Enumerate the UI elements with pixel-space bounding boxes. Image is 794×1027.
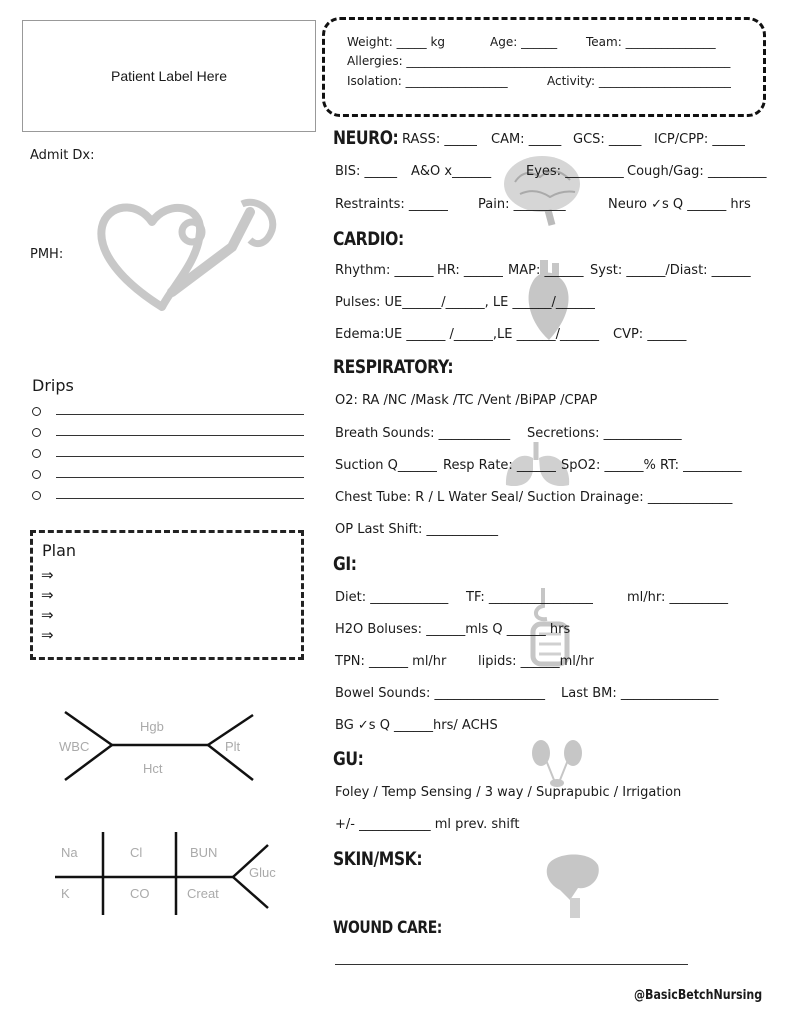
weight-field[interactable]: Weight: _____ kg <box>347 35 446 49</box>
isolation-field[interactable]: Isolation: _________________ <box>347 74 508 88</box>
tpn-field[interactable]: TPN: ______ ml/hr <box>335 654 447 669</box>
cl-label: Cl <box>130 845 143 860</box>
plan-title: Plan <box>42 541 77 560</box>
icp-cpp-field[interactable]: ICP/CPP: _____ <box>654 132 745 147</box>
op-last-shift-field[interactable]: OP Last Shift: ___________ <box>335 522 498 537</box>
plt-label: Plt <box>225 739 241 754</box>
h2o-boluses-field[interactable]: H2O Boluses: ______mls Q ______ hrs <box>335 622 571 637</box>
resp-rate-field[interactable]: Resp Rate: ______ <box>443 458 556 473</box>
spo2-rt-field[interactable]: SpO2: ______% RT: _________ <box>561 458 742 473</box>
bowel-sounds-field[interactable]: Bowel Sounds: _________________ <box>335 686 545 701</box>
diet-field[interactable]: Diet: ____________ <box>335 590 449 605</box>
bis-field[interactable]: BIS: _____ <box>335 164 398 179</box>
plan-arrow-icon: ⇒ <box>41 566 54 584</box>
bg-checks-field[interactable]: BG ✓s Q ______hrs/ ACHS <box>335 718 498 733</box>
kidneys-icon <box>528 738 588 788</box>
edema-field[interactable]: Edema:UE ______ /______,LE ______/______ <box>335 327 599 342</box>
cam-field[interactable]: CAM: _____ <box>491 132 562 147</box>
k-label: K <box>61 886 70 901</box>
na-label: Na <box>61 845 78 860</box>
activity-field[interactable]: Activity: ______________________ <box>547 74 731 88</box>
wound-care-line[interactable] <box>335 964 688 965</box>
credit-watermark: @BasicBetchNursing <box>634 988 763 1003</box>
hct-label: Hct <box>143 761 163 776</box>
pain-field[interactable]: Pain: ________ <box>478 197 566 212</box>
neuro-checks-field[interactable]: Neuro ✓s Q ______ hrs <box>608 197 751 212</box>
plan-arrow-icon: ⇒ <box>41 606 54 624</box>
lipids-field[interactable]: lipids: ______ml/hr <box>478 654 594 669</box>
plan-arrow-icon: ⇒ <box>41 626 54 644</box>
prev-shift-output-field[interactable]: +/- ___________ ml prev. shift <box>335 817 520 832</box>
restraints-field[interactable]: Restraints: ______ <box>335 197 448 212</box>
skull-spine-icon <box>540 850 605 920</box>
syst-diast-field[interactable]: Syst: ______/Diast: ______ <box>590 263 751 278</box>
hr-field[interactable]: HR: ______ <box>437 263 503 278</box>
wbc-label: WBC <box>59 739 90 754</box>
bun-label: BUN <box>190 845 218 860</box>
hgb-label: Hgb <box>140 719 164 734</box>
co-label: CO <box>130 886 150 901</box>
cvp-field[interactable]: CVP: ______ <box>613 327 687 342</box>
chest-tube-field[interactable]: Chest Tube: R / L Water Seal/ Suction Drainage: _____________ <box>335 490 733 505</box>
wound-care-section-title: WOUND CARE: <box>333 918 442 938</box>
suction-field[interactable]: Suction Q______ <box>335 458 437 473</box>
admit-dx-label: Admit Dx: <box>30 148 95 163</box>
pmh-label: PMH: <box>30 247 64 262</box>
plan-arrow-icon: ⇒ <box>41 586 54 604</box>
skin-msk-section-title: SKIN/MSK: <box>333 848 423 870</box>
age-field[interactable]: Age: ______ <box>490 35 558 49</box>
allergies-field[interactable]: Allergies: ______________________________________________________ <box>347 54 731 68</box>
o2-delivery-options[interactable]: O2: RA /NC /Mask /TC /Vent /BiPAP /CPAP <box>335 393 598 408</box>
gi-section-title: GI: <box>333 553 357 575</box>
rass-field[interactable]: RASS: _____ <box>402 132 477 147</box>
breath-sounds-field[interactable]: Breath Sounds: ___________ <box>335 426 511 441</box>
rhythm-field[interactable]: Rhythm: ______ <box>335 263 434 278</box>
last-bm-field[interactable]: Last BM: _______________ <box>561 686 719 701</box>
pulses-field[interactable]: Pulses: UE______/______, LE ______/______ <box>335 295 595 310</box>
foley-options[interactable]: Foley / Temp Sensing / 3 way / Suprapubic / Irrigation <box>335 785 682 800</box>
cardio-section-title: CARDIO: <box>333 228 404 250</box>
a-and-o-field[interactable]: A&O x______ <box>411 164 492 179</box>
secretions-field[interactable]: Secretions: ____________ <box>527 426 682 441</box>
creat-label: Creat <box>187 886 219 901</box>
gluc-label: Gluc <box>249 865 276 880</box>
gu-section-title: GU: <box>333 748 364 770</box>
neuro-section-title: NEURO: <box>333 127 399 149</box>
tf-field[interactable]: TF: ________________ <box>466 590 593 605</box>
tf-rate-field[interactable]: ml/hr: _________ <box>627 590 729 605</box>
patient-label-text: Patient Label Here <box>111 68 227 84</box>
team-field[interactable]: Team: _______________ <box>586 35 716 49</box>
respiratory-section-title: RESPIRATORY: <box>333 356 454 378</box>
eyes-field[interactable]: Eyes: _________ <box>526 164 624 179</box>
cough-gag-field[interactable]: Cough/Gag: _________ <box>627 164 767 179</box>
map-field[interactable]: MAP: ______ <box>508 263 584 278</box>
drips-title: Drips <box>32 376 74 395</box>
gcs-field[interactable]: GCS: _____ <box>573 132 642 147</box>
